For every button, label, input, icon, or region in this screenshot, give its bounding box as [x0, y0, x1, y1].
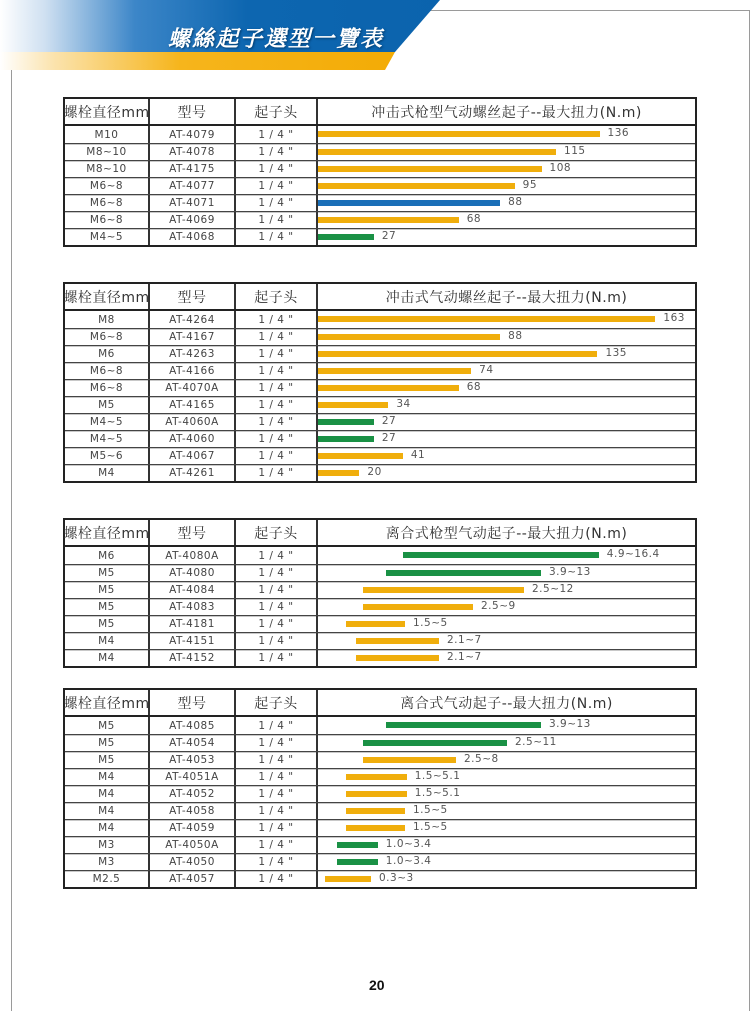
torque-bar — [363, 604, 474, 610]
torque-cell — [318, 329, 695, 345]
torque-label: 2.1~7 — [447, 651, 482, 663]
model-number: AT-4080A — [150, 547, 236, 564]
torque-bar — [318, 470, 359, 476]
model-number: AT-4068 — [150, 229, 236, 245]
bolt-size: M10 — [65, 126, 150, 143]
torque-label: 68 — [466, 381, 482, 393]
bolt-size: M5 — [65, 616, 150, 632]
table-row — [65, 870, 695, 887]
table-row — [65, 194, 695, 211]
drive-size: 1 / 4 " — [236, 212, 318, 228]
header-model: 型号 — [150, 99, 236, 124]
torque-bar — [363, 740, 508, 746]
table-row — [65, 362, 695, 379]
table-impact-pistol — [63, 97, 697, 247]
drive-size: 1 / 4 " — [236, 397, 318, 413]
chart-title: 冲击式气动螺丝起子--最大扭力(N.m) — [385, 289, 628, 306]
header-drive: 起子头 — [236, 99, 318, 124]
header-size: 螺栓直径mm — [65, 99, 150, 124]
bolt-size: M6 — [65, 547, 150, 564]
bolt-size: M6~8 — [65, 329, 150, 345]
drive-size: 1 / 4 " — [236, 414, 318, 430]
model-number: AT-4078 — [150, 144, 236, 160]
torque-bar — [318, 183, 515, 189]
torque-label: 2.5~11 — [515, 736, 557, 748]
bolt-size: M3 — [65, 854, 150, 870]
torque-bar — [325, 876, 371, 882]
table-row — [65, 785, 695, 802]
torque-cell — [318, 871, 695, 887]
model-number: AT-4058 — [150, 803, 236, 819]
torque-label: 4.9~16.4 — [606, 548, 660, 560]
torque-label: 115 — [564, 145, 586, 157]
drive-size: 1 / 4 " — [236, 126, 318, 143]
table-row — [65, 177, 695, 194]
table-row — [65, 447, 695, 464]
torque-bar — [318, 351, 597, 357]
model-number: AT-4083 — [150, 599, 236, 615]
model-number: AT-4053 — [150, 752, 236, 768]
drive-size: 1 / 4 " — [236, 599, 318, 615]
bolt-size: M5 — [65, 752, 150, 768]
table-row — [65, 396, 695, 413]
drive-size: 1 / 4 " — [236, 565, 318, 581]
torque-bar — [403, 552, 599, 558]
table-row — [65, 379, 695, 396]
torque-label: 1.5~5.1 — [414, 770, 461, 782]
torque-bar — [346, 774, 407, 780]
torque-bar — [386, 570, 541, 576]
drive-size: 1 / 4 " — [236, 650, 318, 666]
chart-title: 离合式枪型气动起子--最大扭力(N.m) — [385, 525, 628, 542]
header-model: 型号 — [150, 690, 236, 715]
torque-label: 2.5~8 — [464, 753, 499, 765]
torque-bar — [318, 149, 556, 155]
bolt-size: M5 — [65, 717, 150, 734]
table-clutch-pistol — [63, 518, 697, 668]
torque-label: 1.5~5 — [413, 617, 448, 629]
table-row — [65, 598, 695, 615]
bolt-size: M8~10 — [65, 161, 150, 177]
drive-size: 1 / 4 " — [236, 820, 318, 836]
model-number: AT-4054 — [150, 735, 236, 751]
table-row — [65, 126, 695, 143]
header-size: 螺栓直径mm — [65, 284, 150, 309]
title-banner — [0, 0, 450, 72]
torque-cell — [318, 769, 695, 785]
drive-size: 1 / 4 " — [236, 871, 318, 887]
torque-label: 163 — [663, 312, 685, 324]
torque-label: 1.5~5 — [413, 804, 448, 816]
torque-label: 95 — [522, 179, 538, 191]
torque-cell — [318, 803, 695, 819]
torque-bar — [346, 825, 406, 831]
drive-size: 1 / 4 " — [236, 582, 318, 598]
drive-size: 1 / 4 " — [236, 752, 318, 768]
table-row — [65, 328, 695, 345]
torque-bar — [337, 859, 378, 865]
torque-cell — [318, 161, 695, 177]
bolt-size: M4~5 — [65, 229, 150, 245]
torque-bar — [318, 453, 403, 459]
bolt-size: M4 — [65, 465, 150, 481]
bolt-size: M4 — [65, 786, 150, 802]
table-row — [65, 311, 695, 328]
page-title: 螺絲起子選型一覽表 — [168, 27, 385, 52]
bolt-size: M8~10 — [65, 144, 150, 160]
table-row — [65, 734, 695, 751]
torque-cell — [318, 229, 695, 245]
table-row — [65, 768, 695, 785]
drive-size: 1 / 4 " — [236, 380, 318, 396]
bolt-size: M6~8 — [65, 380, 150, 396]
torque-cell — [318, 363, 695, 379]
torque-cell — [318, 616, 695, 632]
torque-cell — [318, 397, 695, 413]
bolt-size: M5 — [65, 397, 150, 413]
torque-cell — [318, 178, 695, 194]
torque-label: 74 — [479, 364, 494, 376]
torque-bar — [318, 368, 471, 374]
torque-label: 27 — [381, 230, 397, 242]
torque-cell — [318, 126, 695, 143]
torque-label: 1.5~5 — [413, 821, 448, 833]
torque-bar — [337, 842, 378, 848]
table-row — [65, 615, 695, 632]
table-row — [65, 345, 695, 362]
drive-size: 1 / 4 " — [236, 616, 318, 632]
model-number: AT-4080 — [150, 565, 236, 581]
torque-bar — [346, 808, 406, 814]
torque-cell — [318, 346, 695, 362]
torque-bar — [318, 419, 374, 425]
torque-bar — [318, 234, 374, 240]
drive-size: 1 / 4 " — [236, 633, 318, 649]
torque-bar — [318, 131, 600, 137]
torque-label: 2.1~7 — [447, 634, 482, 646]
model-number: AT-4165 — [150, 397, 236, 413]
torque-cell — [318, 414, 695, 430]
header-model: 型号 — [150, 284, 236, 309]
bolt-size: M4 — [65, 633, 150, 649]
table-row — [65, 649, 695, 666]
torque-cell — [318, 195, 695, 211]
torque-label: 3.9~13 — [549, 566, 591, 578]
header-drive: 起子头 — [236, 690, 318, 715]
torque-label: 108 — [549, 162, 572, 174]
bolt-size: M4 — [65, 650, 150, 666]
drive-size: 1 / 4 " — [236, 803, 318, 819]
chart-title: 离合式气动起子--最大扭力(N.m) — [400, 695, 613, 712]
drive-size: 1 / 4 " — [236, 346, 318, 362]
torque-cell — [318, 582, 695, 598]
drive-size: 1 / 4 " — [236, 329, 318, 345]
table-row — [65, 632, 695, 649]
drive-size: 1 / 4 " — [236, 144, 318, 160]
table-row — [65, 430, 695, 447]
table-row — [65, 802, 695, 819]
model-number: AT-4152 — [150, 650, 236, 666]
torque-label: 0.3~3 — [379, 872, 414, 884]
drive-size: 1 / 4 " — [236, 547, 318, 564]
table-row — [65, 228, 695, 245]
torque-bar — [318, 402, 388, 408]
table-row — [65, 581, 695, 598]
model-number: AT-4079 — [150, 126, 236, 143]
model-number: AT-4060 — [150, 431, 236, 447]
torque-label: 34 — [396, 398, 411, 410]
torque-bar — [346, 791, 407, 797]
table-row — [65, 853, 695, 870]
model-number: AT-4050A — [150, 837, 236, 853]
table-row — [65, 564, 695, 581]
torque-label: 27 — [381, 432, 397, 444]
banner-gold-stripe — [0, 52, 450, 70]
torque-bar — [363, 757, 457, 763]
torque-label: 20 — [367, 466, 382, 478]
table-row — [65, 143, 695, 160]
bolt-size: M2.5 — [65, 871, 150, 887]
model-number: AT-4077 — [150, 178, 236, 194]
torque-cell — [318, 650, 695, 666]
table-row — [65, 819, 695, 836]
torque-label: 1.0~3.4 — [385, 838, 432, 850]
drive-size: 1 / 4 " — [236, 311, 318, 328]
torque-label: 68 — [466, 213, 482, 225]
drive-size: 1 / 4 " — [236, 769, 318, 785]
torque-cell — [318, 547, 695, 564]
model-number: AT-4070A — [150, 380, 236, 396]
page-number: 20 — [369, 977, 385, 993]
bolt-size: M5 — [65, 735, 150, 751]
table-row — [65, 464, 695, 481]
header-drive: 起子头 — [236, 284, 318, 309]
bolt-size: M5 — [65, 565, 150, 581]
torque-cell — [318, 465, 695, 481]
model-number: AT-4084 — [150, 582, 236, 598]
bolt-size: M5 — [65, 582, 150, 598]
model-number: AT-4263 — [150, 346, 236, 362]
table-row — [65, 717, 695, 734]
header-row — [65, 284, 695, 311]
torque-cell — [318, 820, 695, 836]
header-drive: 起子头 — [236, 520, 318, 545]
bolt-size: M5~6 — [65, 448, 150, 464]
torque-cell — [318, 633, 695, 649]
chart-title: 冲击式枪型气动螺丝起子--最大扭力(N.m) — [371, 104, 642, 121]
torque-label: 136 — [607, 127, 630, 139]
torque-cell — [318, 311, 695, 328]
torque-label: 88 — [508, 330, 523, 342]
table-row — [65, 211, 695, 228]
drive-size: 1 / 4 " — [236, 717, 318, 734]
torque-bar — [318, 200, 500, 206]
torque-cell — [318, 599, 695, 615]
header-row — [65, 99, 695, 126]
model-number: AT-4067 — [150, 448, 236, 464]
torque-bar — [356, 655, 439, 661]
drive-size: 1 / 4 " — [236, 465, 318, 481]
torque-bar — [318, 385, 459, 391]
torque-cell — [318, 565, 695, 581]
model-number: AT-4264 — [150, 311, 236, 328]
torque-bar — [363, 587, 525, 593]
bolt-size: M4 — [65, 820, 150, 836]
model-number: AT-4050 — [150, 854, 236, 870]
header-row — [65, 690, 695, 717]
drive-size: 1 / 4 " — [236, 735, 318, 751]
torque-cell — [318, 837, 695, 853]
torque-cell — [318, 380, 695, 396]
torque-label: 2.5~9 — [481, 600, 516, 612]
torque-bar — [318, 217, 459, 223]
header-model: 型号 — [150, 520, 236, 545]
bolt-size: M8 — [65, 311, 150, 328]
torque-cell — [318, 212, 695, 228]
bolt-size: M4~5 — [65, 414, 150, 430]
drive-size: 1 / 4 " — [236, 448, 318, 464]
torque-cell — [318, 448, 695, 464]
bolt-size: M6~8 — [65, 195, 150, 211]
bolt-size: M3 — [65, 837, 150, 853]
bolt-size: M4 — [65, 769, 150, 785]
model-number: AT-4175 — [150, 161, 236, 177]
torque-bar — [346, 621, 406, 627]
torque-label: 1.5~5.1 — [414, 787, 461, 799]
drive-size: 1 / 4 " — [236, 854, 318, 870]
model-number: AT-4071 — [150, 195, 236, 211]
torque-bar — [318, 166, 542, 172]
torque-bar — [386, 722, 541, 728]
torque-cell — [318, 854, 695, 870]
torque-label: 1.0~3.4 — [385, 855, 432, 867]
table-row — [65, 836, 695, 853]
torque-label: 3.9~13 — [549, 718, 591, 730]
bolt-size: M6 — [65, 346, 150, 362]
torque-cell — [318, 717, 695, 734]
drive-size: 1 / 4 " — [236, 431, 318, 447]
model-number: AT-4181 — [150, 616, 236, 632]
model-number: AT-4151 — [150, 633, 236, 649]
header-size: 螺栓直径mm — [65, 520, 150, 545]
drive-size: 1 / 4 " — [236, 786, 318, 802]
drive-size: 1 / 4 " — [236, 161, 318, 177]
table-impact-straight — [63, 282, 697, 483]
bolt-size: M6~8 — [65, 178, 150, 194]
header-row — [65, 520, 695, 547]
torque-label: 88 — [508, 196, 523, 208]
bolt-size: M6~8 — [65, 212, 150, 228]
table-row — [65, 160, 695, 177]
bolt-size: M4~5 — [65, 431, 150, 447]
torque-cell — [318, 144, 695, 160]
torque-cell — [318, 431, 695, 447]
model-number: AT-4052 — [150, 786, 236, 802]
model-number: AT-4167 — [150, 329, 236, 345]
torque-label: 2.5~12 — [532, 583, 574, 595]
drive-size: 1 / 4 " — [236, 363, 318, 379]
drive-size: 1 / 4 " — [236, 837, 318, 853]
drive-size: 1 / 4 " — [236, 195, 318, 211]
torque-label: 41 — [410, 449, 426, 461]
torque-bar — [318, 316, 655, 322]
torque-label: 135 — [605, 347, 627, 359]
model-number: AT-4051A — [150, 769, 236, 785]
torque-cell — [318, 786, 695, 802]
torque-label: 27 — [381, 415, 397, 427]
table-clutch-straight — [63, 688, 697, 889]
table-row — [65, 547, 695, 564]
drive-size: 1 / 4 " — [236, 178, 318, 194]
model-number: AT-4085 — [150, 717, 236, 734]
torque-bar — [356, 638, 439, 644]
model-number: AT-4060A — [150, 414, 236, 430]
bolt-size: M5 — [65, 599, 150, 615]
drive-size: 1 / 4 " — [236, 229, 318, 245]
torque-cell — [318, 735, 695, 751]
table-row — [65, 413, 695, 430]
table-row — [65, 751, 695, 768]
bolt-size: M4 — [65, 803, 150, 819]
model-number: AT-4166 — [150, 363, 236, 379]
model-number: AT-4069 — [150, 212, 236, 228]
bolt-size: M6~8 — [65, 363, 150, 379]
model-number: AT-4261 — [150, 465, 236, 481]
torque-bar — [318, 334, 500, 340]
torque-cell — [318, 752, 695, 768]
header-size: 螺栓直径mm — [65, 690, 150, 715]
torque-bar — [318, 436, 374, 442]
model-number: AT-4057 — [150, 871, 236, 887]
model-number: AT-4059 — [150, 820, 236, 836]
